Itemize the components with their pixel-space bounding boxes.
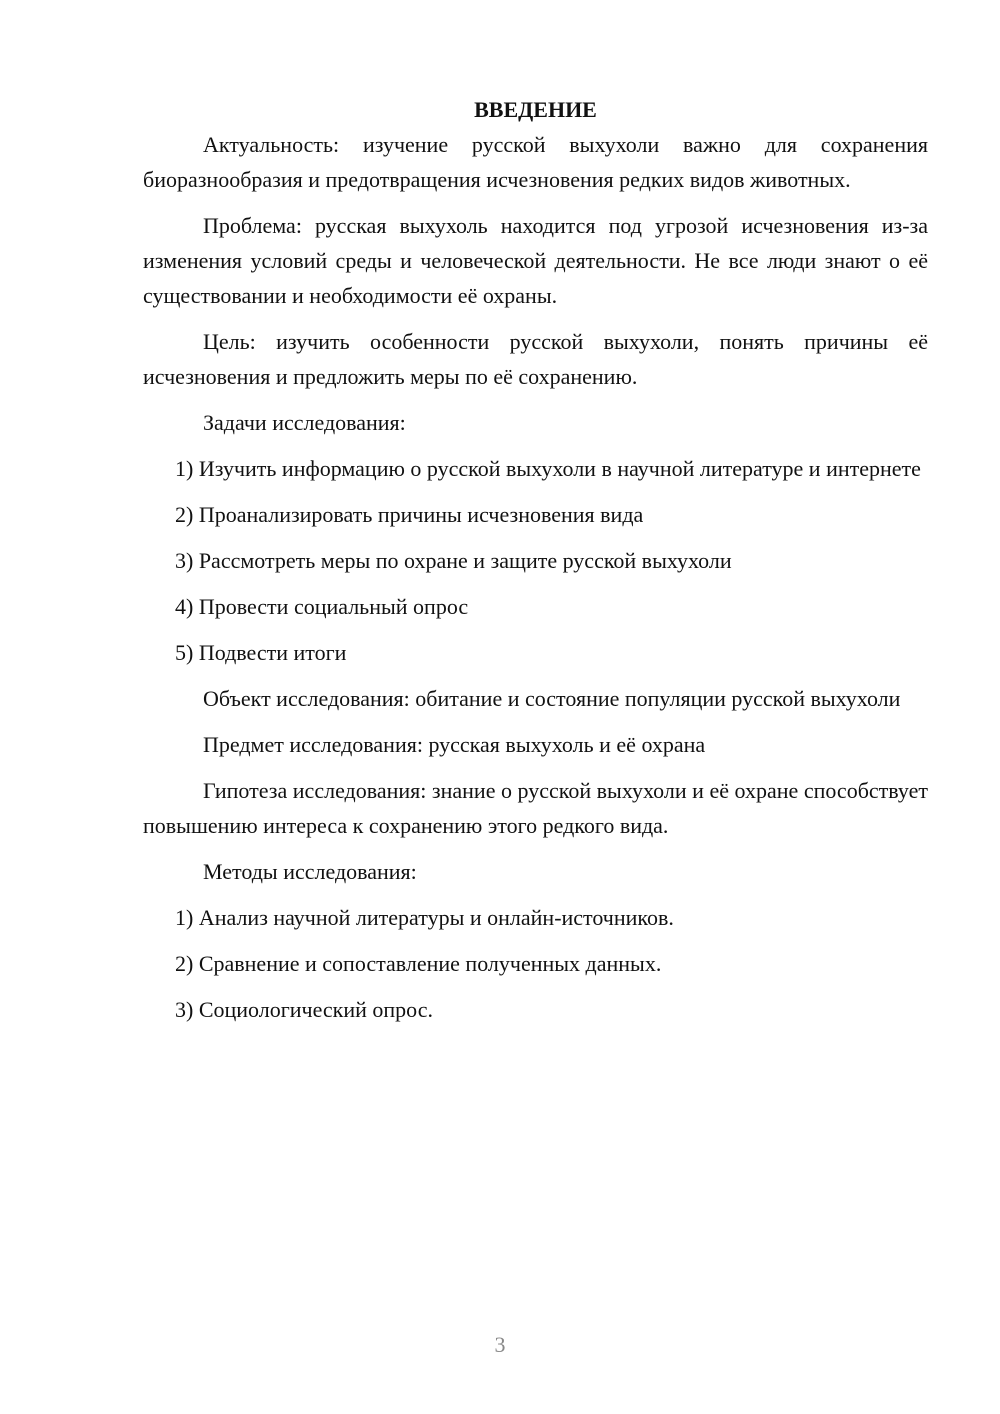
task-item-3: 3) Рассмотреть меры по охране и защите русской выхухоли xyxy=(175,548,732,573)
goal-paragraph: Цель: изучить особенности русской выхухоли, понять причины её исчезновения и предложить меры по её сохранению. xyxy=(143,329,928,389)
method-item-1: 1) Анализ научной литературы и онлайн-источников. xyxy=(175,905,674,930)
problem-paragraph: Проблема: русская выхухоль находится под угрозой исчезновения из-за изменения условий среды и человеческой деятельности. Не все люди знают о её существовании и необходимости её охраны. xyxy=(143,213,928,308)
methods-heading: Методы исследования: xyxy=(203,859,417,884)
hypothesis-paragraph: Гипотеза исследования: знание о русской выхухоли и её охране способствует повышению интереса к сохранению этого редкого вида. xyxy=(143,778,928,838)
object-paragraph: Объект исследования: обитание и состояние популяции русской выхухоли xyxy=(203,686,901,711)
task-item-1: 1) Изучить информацию о русской выхухоли в научной литературе и интернете xyxy=(175,456,921,481)
page-number: 3 xyxy=(494,1332,506,1357)
tasks-heading: Задачи исследования: xyxy=(203,410,406,435)
subject-paragraph: Предмет исследования: русская выхухоль и её охрана xyxy=(203,732,706,757)
section-heading: ВВЕДЕНИЕ xyxy=(474,97,597,122)
method-item-3: 3) Социологический опрос. xyxy=(175,997,433,1022)
page-content xyxy=(143,92,928,1038)
relevance-paragraph: Актуальность: изучение русской выхухоли важно для сохранения биоразнообразия и предотвращения исчезновения редких видов животных. xyxy=(143,132,928,192)
task-item-4: 4) Провести социальный опрос xyxy=(175,594,469,619)
task-item-5: 5) Подвести итоги xyxy=(175,640,347,665)
method-item-2: 2) Сравнение и сопоставление полученных данных. xyxy=(175,951,662,976)
task-item-2: 2) Проанализировать причины исчезновения вида xyxy=(175,502,644,527)
